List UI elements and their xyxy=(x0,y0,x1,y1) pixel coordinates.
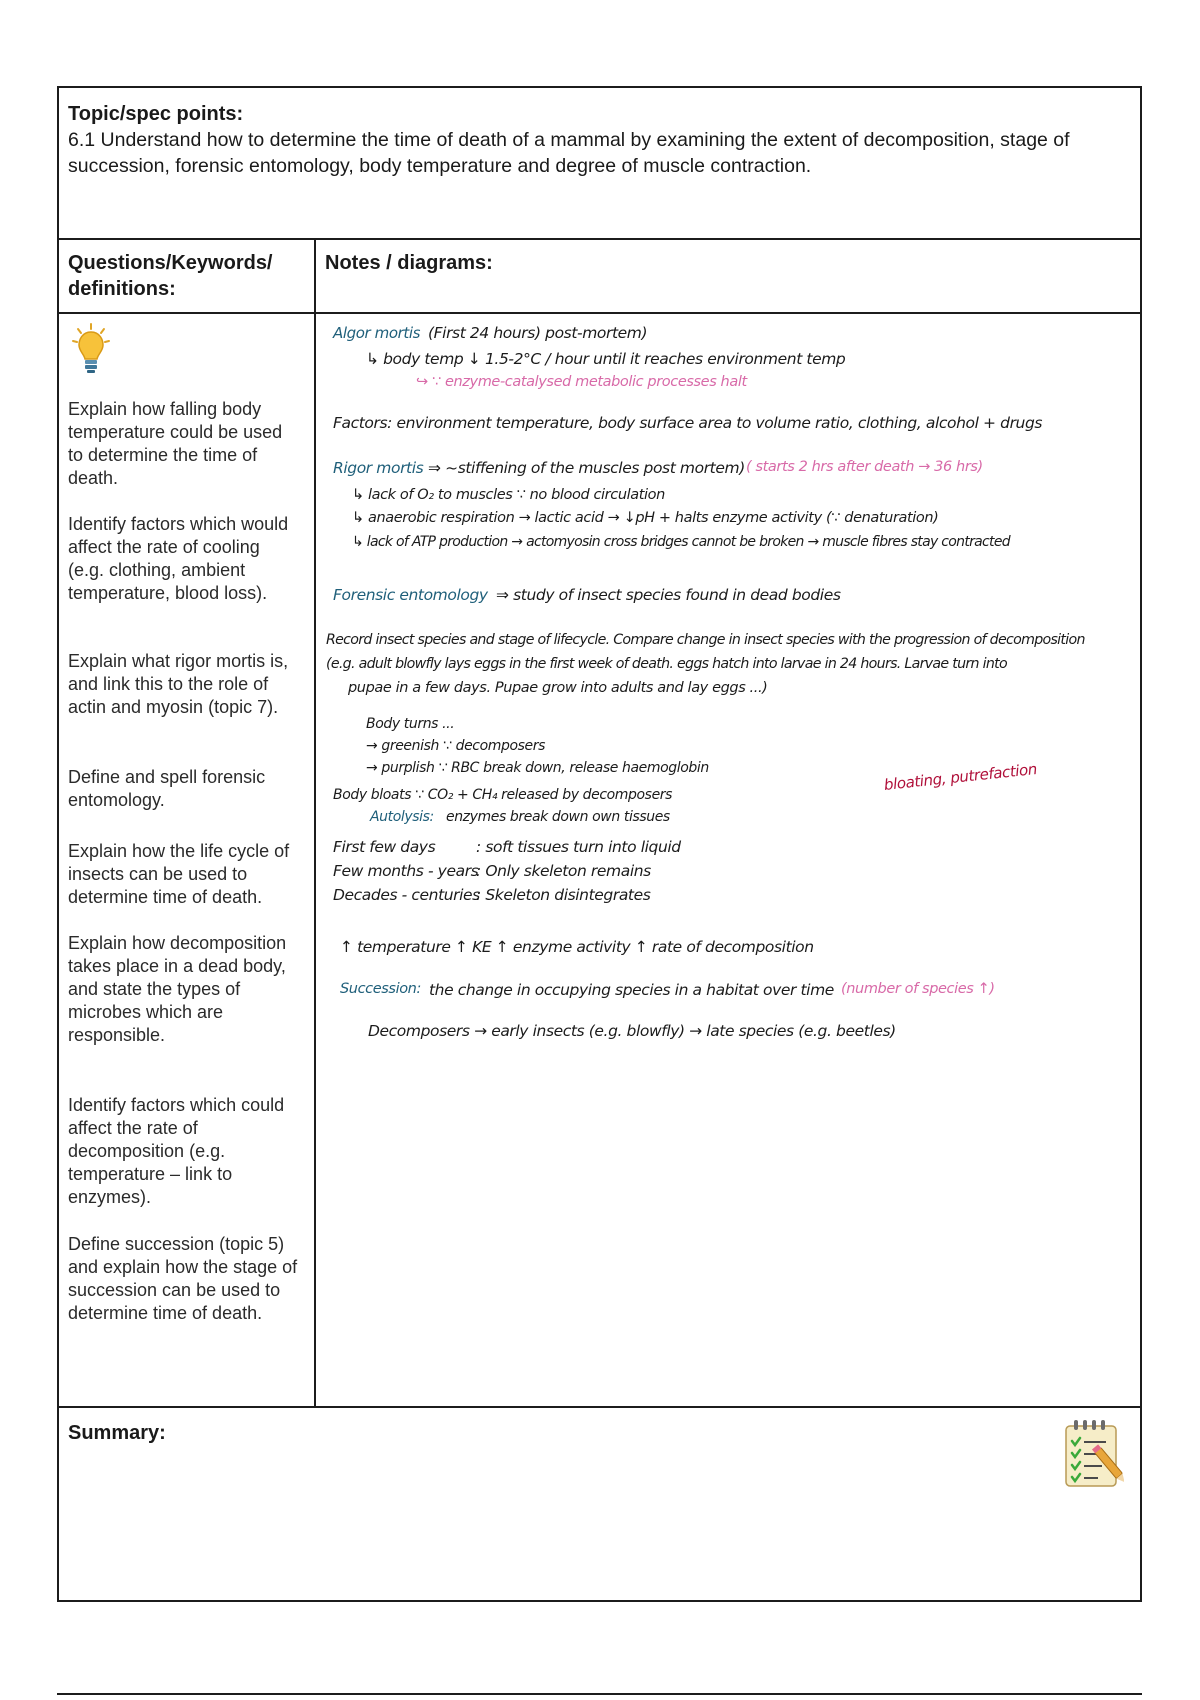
succession-definition: the change in occupying species in a habitat over time xyxy=(429,981,834,999)
rigor-line-3: ↳ lack of ATP production → actomyosin cross bridges cannot be broken → muscle fibres stay contracted xyxy=(352,534,1010,550)
entomology-line-1: Record insect species and stage of lifecycle. Compare change in insect species with the progression of decomposition xyxy=(326,632,1085,648)
rigor-timing: ( starts 2 hrs after death → 36 hrs) xyxy=(746,459,983,475)
body-purplish: → purplish ∵ RBC break down, release haemoglobin xyxy=(366,760,709,776)
handwritten-notes xyxy=(316,314,1142,1404)
timeline-label-3: Decades - centuries xyxy=(333,886,480,904)
algor-line-1: ↳ body temp ↓ 1.5-2°C / hour until it reaches environment temp xyxy=(366,350,846,368)
timeline-text-2: : Only skeleton remains xyxy=(476,862,651,880)
column-divider xyxy=(314,240,316,312)
rigor-title: Rigor mortis xyxy=(333,459,424,477)
notes-body xyxy=(59,314,1140,1408)
entomology-line-2: (e.g. adult blowfly lays eggs in the first week of death. eggs hatch into larvae in 24 hours. Larvae turn into xyxy=(326,656,1008,672)
timeline-text-3: : Skeleton disintegrates xyxy=(476,886,651,904)
rigor-definition: ⇒ ~stiffening of the muscles post mortem) xyxy=(428,459,745,477)
algor-title: Algor mortis xyxy=(333,324,421,342)
cornell-notes-sheet xyxy=(57,86,1142,1602)
column-headers xyxy=(59,240,1140,314)
entomology-line-3: pupae in a few days. Pupae grow into adults and lay eggs ...) xyxy=(348,680,768,696)
topic-spec-text: 6.1 Understand how to determine the time of death of a mammal by examining the extent of decomposition, stage of succession, forensic entomology, body temperature and degree of muscle contraction. xyxy=(68,129,1070,177)
bloating-note: bloating, putrefaction xyxy=(883,759,1038,794)
body-bloats: Body bloats ∵ CO₂ + CH₄ released by decomposers xyxy=(333,787,673,803)
question-item: Identify factors which would affect the rate of cooling (e.g. clothing, ambient temperature, blood loss). xyxy=(68,514,289,603)
factors-line: Factors: environment temperature, body surface area to volume ratio, clothing, alcohol + drugs xyxy=(333,414,1043,432)
question-item: Identify factors which could affect the rate of decomposition (e.g. temperature – link to enzymes). xyxy=(68,1095,285,1207)
notes-header: Notes / diagrams: xyxy=(325,252,493,274)
summary-section xyxy=(59,1408,1140,1600)
succession-title: Succession: xyxy=(340,981,421,997)
entomology-definition: ⇒ study of insect species found in dead bodies xyxy=(496,586,841,604)
succession-note: (number of species ↑) xyxy=(841,981,995,997)
timeline-label-1: First few days xyxy=(333,838,436,856)
rigor-line-2: ↳ anaerobic respiration → lactic acid → ↓pH + halts enzyme activity (∵ denaturation) xyxy=(352,510,939,526)
algor-sub: (First 24 hours) post-mortem) xyxy=(428,324,648,342)
lightbulb-icon xyxy=(71,322,111,378)
algor-line-2: ↪ ∵ enzyme-catalysed metabolic processes halt xyxy=(416,374,747,390)
autolysis-title: Autolysis: xyxy=(370,809,434,825)
body-turns: Body turns ... xyxy=(366,716,455,732)
entomology-title: Forensic entomology xyxy=(333,586,488,604)
questions-header: Questions/Keywords/ definitions: xyxy=(68,252,273,300)
question-item: Define and spell forensic entomology. xyxy=(68,767,266,810)
autolysis-definition: enzymes break down own tissues xyxy=(446,809,670,825)
topic-section xyxy=(59,88,1140,240)
footer-rule xyxy=(57,1693,1142,1695)
summary-label: Summary: xyxy=(68,1422,166,1444)
question-item: Explain what rigor mortis is, and link this to the role of actin and myosin (topic 7). xyxy=(68,651,289,717)
checklist-notepad-icon xyxy=(1062,1418,1124,1490)
question-item: Explain how decomposition takes place in a dead body, and state the types of microbes which are responsible. xyxy=(68,933,287,1045)
question-item: Explain how falling body temperature could be used to determine the time of death. xyxy=(68,399,283,488)
question-item: Explain how the life cycle of insects can be used to determine time of death. xyxy=(68,841,290,907)
temperature-line: ↑ temperature ↑ KE ↑ enzyme activity ↑ rate of decomposition xyxy=(340,938,814,956)
succession-chain: Decomposers → early insects (e.g. blowfly) → late species (e.g. beetles) xyxy=(368,1022,896,1040)
body-greenish: → greenish ∵ decomposers xyxy=(366,738,545,754)
topic-label: Topic/spec points: xyxy=(68,103,244,125)
question-item: Define succession (topic 5) and explain how the stage of succession can be used to determine time of death. xyxy=(68,1234,298,1323)
rigor-line-1: ↳ lack of O₂ to muscles ∵ no blood circulation xyxy=(352,487,665,503)
timeline-text-1: : soft tissues turn into liquid xyxy=(476,838,681,856)
timeline-label-2: Few months - years xyxy=(333,862,479,880)
